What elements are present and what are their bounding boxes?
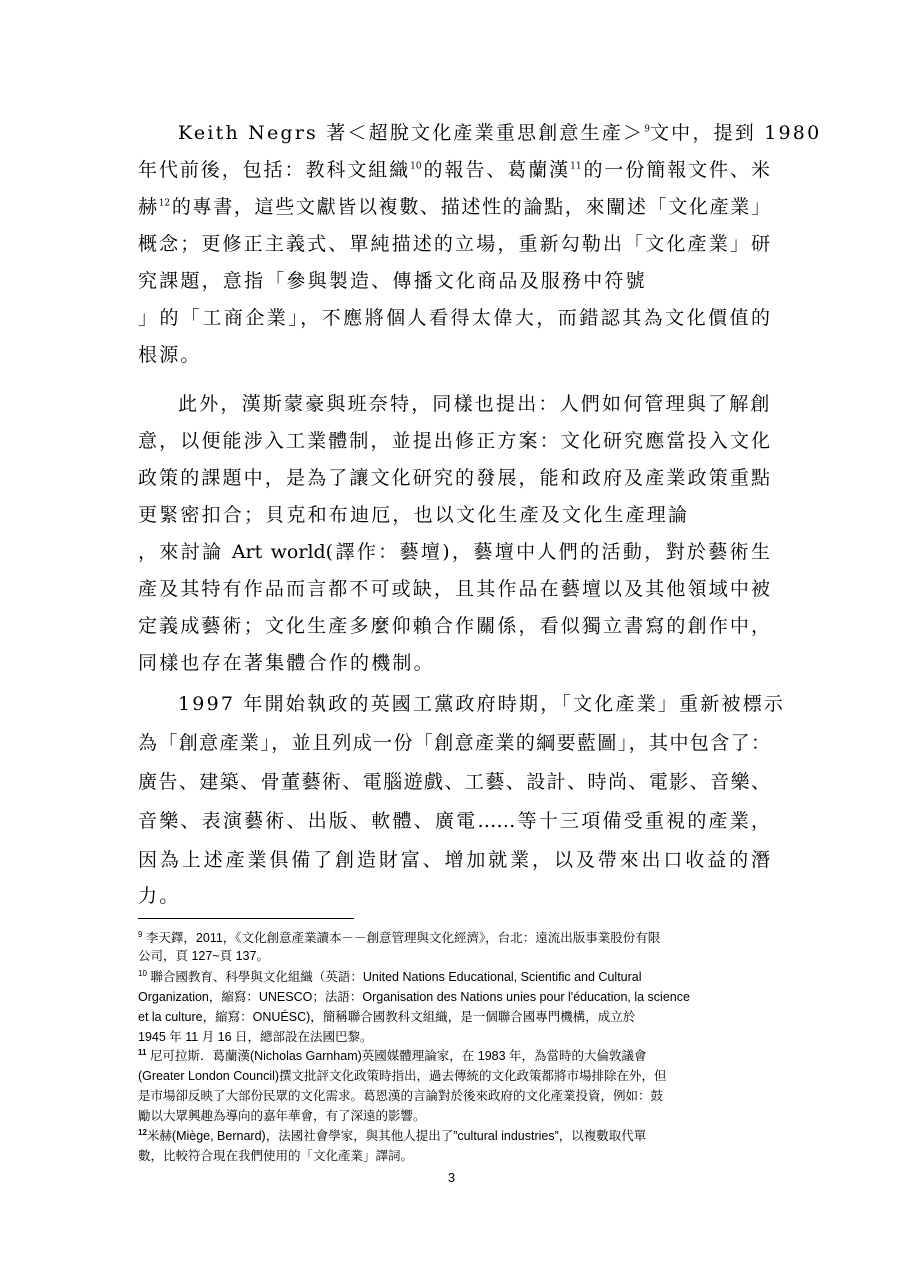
paragraph-2-line-4: 更緊密扣合；貝克和布迪厄，也以文化生產及文化生產理論: [138, 504, 690, 526]
paragraph-1-line-2: [138, 154, 770, 186]
text-span: 聯合國教育、科學與文化組織（英語：United Nations Educational, Scientific and Cultural: [146, 970, 642, 984]
footnote-mark-11: 11: [138, 1047, 147, 1057]
footnote-12-line-2: 數，比較符合現在我們使用的「文化產業」譯詞。: [138, 1149, 414, 1163]
paragraph-3-line-2: 為「創意產業」，並且列成一份「創意產業的綱要藍圖」，其中包含了：: [138, 732, 770, 754]
text-span: 赫: [138, 196, 159, 218]
paragraph-2-line-2: 意，以便能涉入工業體制，並提出修正方案：文化研究應當投入文化: [138, 430, 770, 452]
paragraph-1-line-5: 究課題，意指「參與製造、傳播文化商品及服務中符號: [138, 270, 647, 292]
text-span: 的報告、葛蘭漢: [421, 159, 571, 181]
footnote-9-line-2: 公司，頁 127~頁 137。: [138, 949, 269, 963]
paragraph-2-line-6: 產及其特有作品而言都不可或缺，且其作品在藝壇以及其他領域中被: [138, 578, 770, 600]
text-span: 文中，提到 1980: [649, 122, 822, 144]
footnote-11-line-3: 是市場卻反映了大部份民眾的文化需求。葛恩漢的言論對於後來政府的文化產業投資，例如：鼓: [138, 1089, 664, 1103]
paragraph-3-line-4: 音樂、表演藝術、出版、軟體、廣電……等十三項備受重視的產業，: [138, 810, 770, 832]
paragraph-1-line-6: 」的「工商企業」，不應將個人看得太偉大，而錯認其為文化價值的: [138, 307, 770, 329]
text-span: Keith Negrs 著＜超脫文化產業重思創意生產＞: [178, 122, 645, 144]
footnote-11-line-4: 勵以大眾興趣為導向的嘉年華會，有了深遠的影響。: [138, 1109, 426, 1123]
paragraph-2-line-1: 此外，漢斯蒙豪與班奈特，同樣也提出：人們如何管理與了解創: [178, 393, 772, 415]
footnote-10-line-4: 1945 年 11 月 16 日，總部設在法國巴黎。: [138, 1030, 373, 1044]
footnote-10-line-3: et la culture，縮寫：ONUÉSC)，簡稱聯合國教科文組織，是一個聯合國專門機構，成立於: [138, 1010, 636, 1024]
footnote-11-line-1: [138, 1047, 770, 1065]
paragraph-3-line-6: 力。: [138, 885, 181, 907]
paragraph-2-line-3: 政策的課題中，是為了讓文化研究的發展，能和政府及產業政策重點: [138, 467, 770, 489]
paragraph-1-line-1: [178, 117, 822, 149]
paragraph-1-line-3: [138, 191, 770, 223]
page-number: 3: [447, 1170, 456, 1185]
footnote-11-line-2: (Greater London Council)撰文批評文化政策時指出，過去傳統的文化政策都將市場排除在外，但: [138, 1069, 667, 1083]
text-span: 米赫(Miège, Bernard)，法國社會學家，與其他人提出了”cultural industries”，以複數取代單: [146, 1129, 647, 1143]
paragraph-3-line-5: 因為上述產業俱備了創造財富、增加就業，以及帶來出口收益的潛: [138, 849, 770, 871]
footnote-ref-11[interactable]: 11: [570, 161, 582, 172]
footnote-ref-10[interactable]: 10: [410, 161, 422, 172]
footnote-10-line-2: Organization，縮寫：UNESCO；法語：Organisation des Nations unies pour l'éducation, la science: [138, 990, 690, 1004]
footnote-mark-9: 9: [138, 929, 143, 939]
paragraph-3-line-1: 1997 年開始執政的英國工黨政府時期，「文化產業」重新被標示: [178, 693, 786, 715]
text-span: 的專書，這些文獻皆以複數、描述性的論點，來闡述「文化產業」: [170, 196, 770, 218]
footnote-12-line-1: [138, 1127, 770, 1145]
paragraph-1-line-7: 根源。: [138, 344, 202, 366]
text-span: 的一份簡報文件、米: [581, 159, 770, 181]
paragraph-3-line-3: 廣告、建築、骨董藝術、電腦遊戲、工藝、設計、時尚、電影、音樂、: [138, 771, 770, 793]
footnote-separator: [138, 918, 354, 919]
paragraph-2-line-8: 同樣也存在著集體合作的機制。: [138, 652, 435, 674]
text-span: 年代前後，包括：教科文組織: [138, 159, 411, 181]
footnote-mark-12: 12: [138, 1127, 147, 1137]
footnote-ref-9[interactable]: 9: [644, 124, 650, 135]
paragraph-1-line-4: 概念；更修正主義式、單純描述的立場，重新勾勒出「文化產業」研: [138, 233, 770, 255]
text-span: 李天鐸，2011，《文化創意產業讀本－－創意管理與文化經濟》，台北：遠流出版事業股份有限: [142, 931, 661, 945]
footnote-mark-10: 10: [138, 968, 147, 978]
footnote-10-line-1: [138, 968, 770, 986]
paragraph-2-line-5: ，來討論 Art world(譯作：藝壇)，藝壇中人們的活動，對於藝術生: [138, 541, 770, 563]
paragraph-2-line-7: 定義成藝術；文化生產多麼仰賴合作關係，看似獨立書寫的創作中，: [138, 615, 770, 637]
text-span: 尼可拉斯．葛蘭漢(Nicholas Garnham)英國媒體理論家，在 1983 年，為當時的大倫敦議會: [146, 1049, 647, 1063]
footnote-9-line-1: [138, 929, 770, 947]
footnote-ref-12[interactable]: 12: [158, 198, 171, 209]
